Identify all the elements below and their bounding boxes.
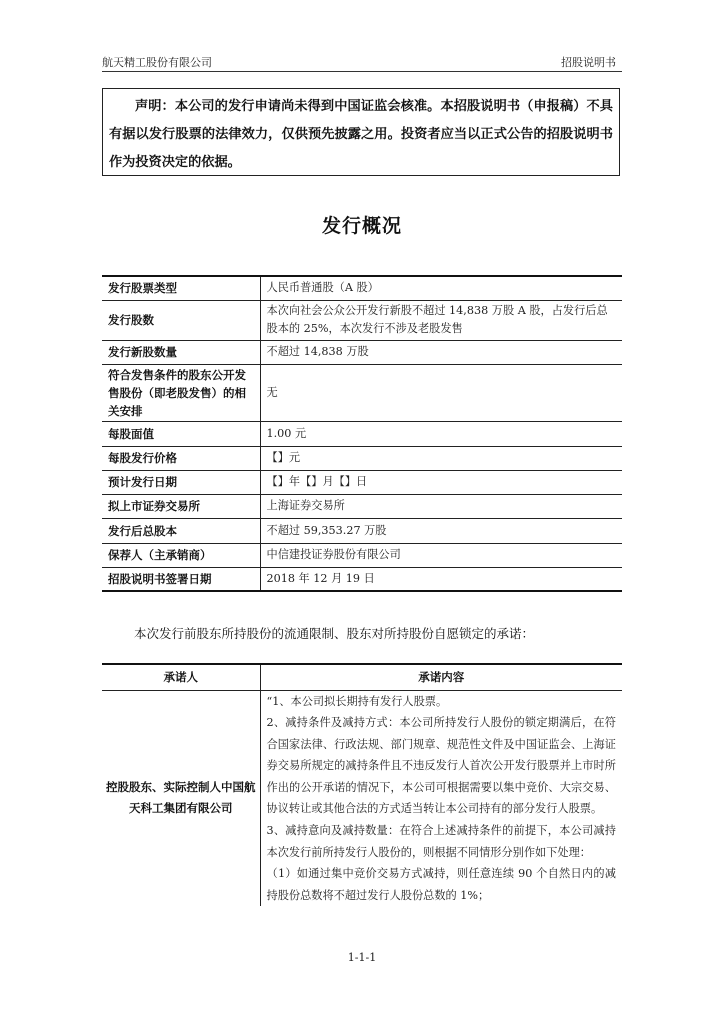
table-row (102, 421, 622, 446)
row-label: 符合发售条件的股东公开发售股份（即老股发售）的相关安排 (102, 364, 260, 421)
column-header-content: 承诺内容 (260, 664, 622, 690)
table-row (102, 340, 622, 364)
table-row (102, 690, 622, 906)
table-row (102, 300, 622, 340)
commitment-content (260, 690, 622, 906)
row-label: 每股发行价格 (102, 446, 260, 470)
table-row (102, 446, 622, 470)
column-header-committer: 承诺人 (102, 664, 260, 690)
row-label: 发行后总股本 (102, 518, 260, 543)
table-row (102, 276, 622, 300)
row-label: 招股说明书签署日期 (102, 567, 260, 591)
table-row (102, 470, 622, 494)
commitment-paragraph: 2、减持条件及减持方式：本公司所持发行人股份的锁定期满后，在符合国家法律、行政法规、部门规章、规范性文件及中国证监会、上海证券交易所规定的减持条件且不违反发行人首次公开发行股票并上市时所作出的公开承诺的情况下，本公司可根据需要以集中竞价、大宗交易、协议转让或其他合法的方式适当转让本公司持有的部分发行人股票。 (266, 716, 616, 816)
row-label: 预计发行日期 (102, 470, 260, 494)
disclaimer-notice: 声明：本公司的发行申请尚未得到中国证监会核准。本招股说明书（申报稿）不具有据以发行股票的法律效力，仅供预先披露之用。投资者应当以正式公告的招股说明书作为投资决定的依据。 (102, 88, 620, 176)
table-row (102, 567, 622, 591)
page-title: 发行概况 (321, 215, 402, 237)
committer-name: 控股股东、实际控制人中国航天科工集团有限公司 (102, 690, 260, 906)
table-row (102, 543, 622, 567)
header-divider (102, 71, 622, 72)
row-value: 不超过 59,353.27 万股 (260, 518, 622, 543)
row-value: 无 (260, 364, 622, 421)
commitment-paragraph: 3、减持意向及减持数量：在符合上述减持条件的前提下，本公司减持本次发行前所持发行人股份的，则根据不同情形分别作如下处理： (266, 824, 616, 859)
row-label: 拟上市证券交易所 (102, 494, 260, 518)
row-label: 发行股数 (102, 300, 260, 340)
table-row (102, 518, 622, 543)
row-label: 保荐人（主承销商） (102, 543, 260, 567)
lockup-commitment-table (102, 663, 622, 906)
header-company: 航天精工股份有限公司 (102, 56, 212, 69)
row-value: 本次向社会公众公开发行新股不超过 14,838 万股 A 股，占发行后总股本的 25%，本次发行不涉及老股发售 (260, 300, 622, 340)
table-row (102, 494, 622, 518)
row-label: 发行新股数量 (102, 340, 260, 364)
row-value: 上海证券交易所 (260, 494, 622, 518)
row-value: 人民币普通股（A 股） (260, 276, 622, 300)
header-doc-type: 招股说明书 (561, 56, 616, 69)
table-row (102, 364, 622, 421)
row-value: 不超过 14,838 万股 (260, 340, 622, 364)
row-value: 【】元 (260, 446, 622, 470)
row-label: 发行股票类型 (102, 276, 260, 300)
row-label: 每股面值 (102, 421, 260, 446)
row-value: 【】年【】月【】日 (260, 470, 622, 494)
row-value: 中信建投证券股份有限公司 (260, 543, 622, 567)
offering-overview-table (102, 275, 622, 592)
commitment-paragraph: “1、本公司拟长期持有发行人股票。 (266, 694, 448, 708)
page-number: 1-1-1 (347, 951, 377, 964)
lockup-intro: 本次发行前股东所持股份的流通限制、股东对所持股份自愿锁定的承诺： (134, 626, 535, 641)
table-header-row (102, 664, 622, 690)
commitment-paragraph: （1）如通过集中竞价交易方式减持，则任意连续 90 个自然日内的减持股份总数将不超过发行人股份总数的 1%； (266, 867, 616, 902)
row-value: 2018 年 12 月 19 日 (260, 567, 622, 591)
row-value: 1.00 元 (260, 421, 622, 446)
